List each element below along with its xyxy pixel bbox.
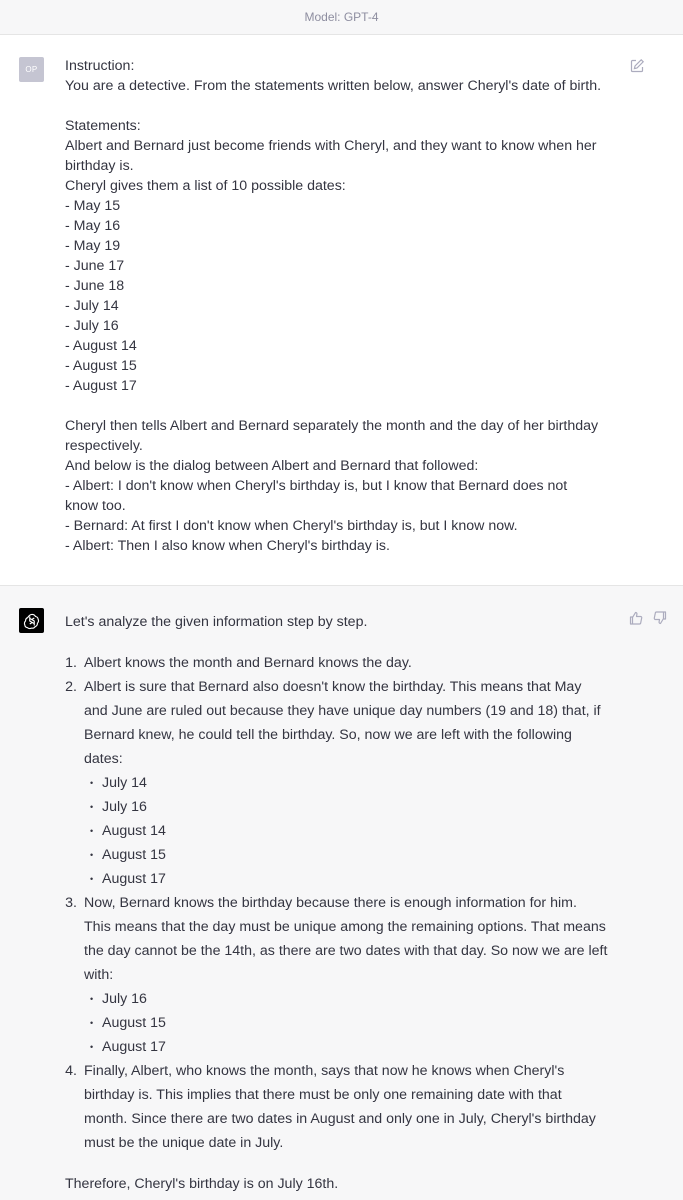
user-message-line: - July 14 <box>65 298 119 314</box>
user-message-line: - Albert: Then I also know when Cheryl's birthday is. <box>65 538 390 554</box>
list-item-text: August 15 <box>102 1015 166 1031</box>
list-item-text: July 16 <box>102 799 147 815</box>
user-message-line: - Bernard: At first I don't know when Cheryl's birthday is, but I know now. <box>65 518 518 534</box>
step-text-line: Albert is sure that Bernard also doesn't know the birthday. This means that May <box>84 679 582 695</box>
model-label: Model: GPT-4 <box>304 10 379 24</box>
analysis-steps <box>65 651 630 1155</box>
list-item-text: July 16 <box>102 991 147 1007</box>
analysis-step <box>65 651 630 675</box>
assistant-message-text <box>65 610 630 1196</box>
bullet-icon: • <box>90 874 94 884</box>
list-item-text: July 14 <box>102 775 147 791</box>
thumbs-down-icon[interactable] <box>652 610 668 626</box>
assistant-message <box>0 586 683 1200</box>
openai-logo-icon <box>19 608 44 633</box>
user-message-line: - June 18 <box>65 278 125 294</box>
list-item <box>90 795 630 819</box>
user-message-line: - May 16 <box>65 218 121 234</box>
user-message-line: Statements: <box>65 118 141 134</box>
list-item <box>90 987 630 1011</box>
step-number: 2. <box>65 679 77 695</box>
user-message-line: - Albert: I don't know when Cheryl's birthday is, but I know that Bernard does not <box>65 478 568 494</box>
bullet-icon: • <box>90 778 94 788</box>
user-message-line: Albert and Bernard just become friends with Cheryl, and they want to know when her <box>65 138 597 154</box>
list-item-text: August 15 <box>102 847 166 863</box>
user-message <box>0 35 683 586</box>
user-message-line: You are a detective. From the statements written below, answer Cheryl's date of birth. <box>65 78 602 94</box>
user-message-line: respectively. <box>65 438 143 454</box>
step-text-line: the day cannot be the 14th, as there are two dates with that day. So now we are left <box>84 943 608 959</box>
user-message-line: birthday is. <box>65 158 134 174</box>
step-text-line: must be the unique date in July. <box>84 1135 284 1151</box>
user-message-line: - August 17 <box>65 378 137 394</box>
edit-icon[interactable] <box>629 58 645 74</box>
step-text-line: birthday is. This implies that there must be only one remaining date with that <box>84 1087 562 1103</box>
bullet-icon: • <box>90 1042 94 1052</box>
list-item-text: August 14 <box>102 823 166 839</box>
analysis-step <box>65 675 630 891</box>
thumbs-up-icon[interactable] <box>628 610 644 626</box>
analysis-step <box>65 1059 630 1155</box>
analysis-step <box>65 891 630 1059</box>
step-number: 1. <box>65 655 77 671</box>
list-item <box>90 1011 630 1035</box>
bullet-icon: • <box>90 1018 94 1028</box>
user-message-line: And below is the dialog between Albert and Bernard that followed: <box>65 458 479 474</box>
user-message-line: - May 15 <box>65 198 121 214</box>
list-item <box>90 867 630 891</box>
user-message-line: Instruction: <box>65 58 135 74</box>
remaining-dates-list <box>84 987 630 1059</box>
list-item <box>90 1035 630 1059</box>
model-header <box>0 0 683 35</box>
step-text-line: and June are ruled out because they have unique day numbers (19 and 18) that, if <box>84 703 601 719</box>
step-number: 3. <box>65 895 77 911</box>
remaining-dates-list <box>84 771 630 891</box>
assistant-conclusion: Therefore, Cheryl's birthday is on July 16th. <box>65 1176 339 1192</box>
user-message-line: - June 17 <box>65 258 125 274</box>
user-message-line <box>65 96 625 116</box>
step-text-line: dates: <box>84 751 123 767</box>
user-message-line: - July 16 <box>65 318 119 334</box>
list-item-text: August 17 <box>102 871 166 887</box>
user-message-line: know too. <box>65 498 126 514</box>
list-item <box>90 819 630 843</box>
step-text-line: month. Since there are two dates in August and only one in July, Cheryl's birthday <box>84 1111 596 1127</box>
list-item <box>90 843 630 867</box>
bullet-icon: • <box>90 802 94 812</box>
list-item-text: August 17 <box>102 1039 166 1055</box>
step-text-line: This means that the day must be unique among the remaining options. That means <box>84 919 606 935</box>
user-message-line: - August 15 <box>65 358 137 374</box>
step-number: 4. <box>65 1063 77 1079</box>
bullet-icon: • <box>90 850 94 860</box>
step-text-line: with: <box>84 967 114 983</box>
step-text-line: Bernard knew, he could tell the birthday. So, now we are left with the following <box>84 727 572 743</box>
assistant-intro: Let's analyze the given information step by step. <box>65 614 368 630</box>
bullet-icon: • <box>90 994 94 1004</box>
bullet-icon: • <box>90 826 94 836</box>
user-message-text <box>65 56 625 556</box>
step-text-line: Now, Bernard knows the birthday because there is enough information for him. <box>84 895 577 911</box>
user-message-line: Cheryl then tells Albert and Bernard separately the month and the day of her birthday <box>65 418 599 434</box>
list-item <box>90 771 630 795</box>
step-text-line: Albert knows the month and Bernard knows the day. <box>84 655 412 671</box>
user-message-line: Cheryl gives them a list of 10 possible dates: <box>65 178 346 194</box>
user-avatar <box>19 57 44 82</box>
user-avatar-initials: OP <box>25 65 38 74</box>
user-message-line: - May 19 <box>65 238 121 254</box>
user-message-line <box>65 396 625 416</box>
user-message-line: - August 14 <box>65 338 137 354</box>
step-text-line: Finally, Albert, who knows the month, says that now he knows when Cheryl's <box>84 1063 565 1079</box>
